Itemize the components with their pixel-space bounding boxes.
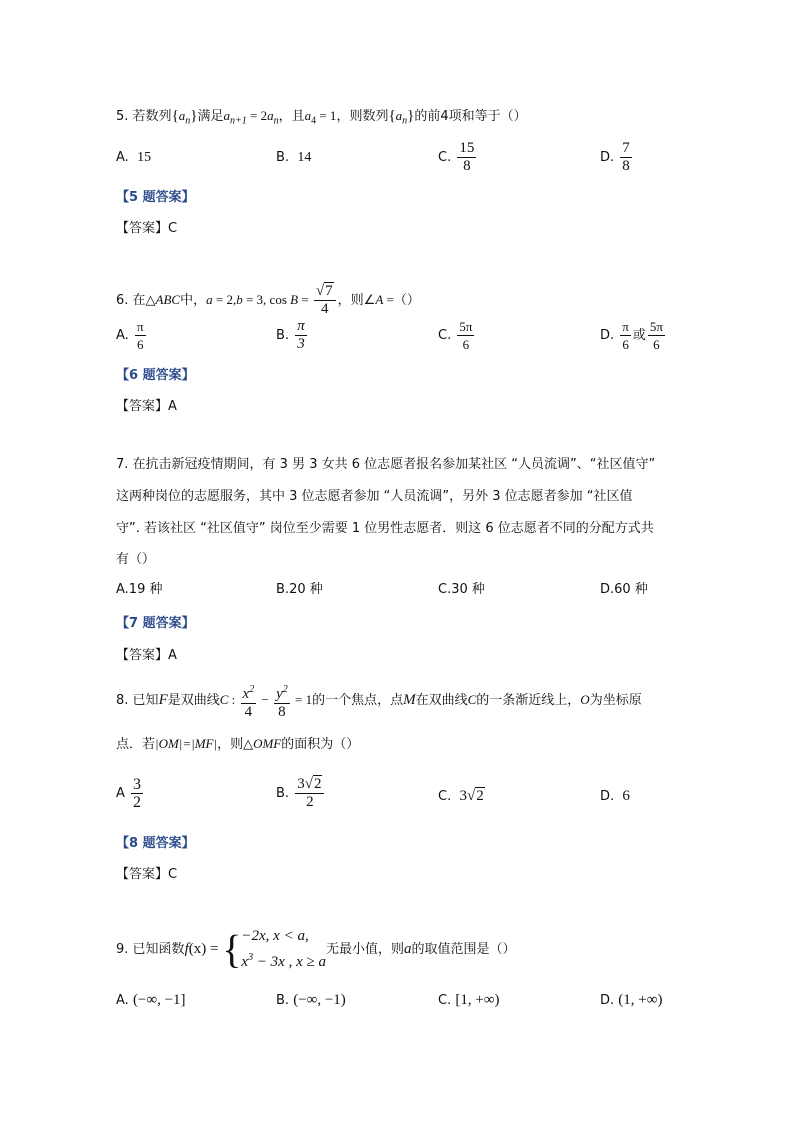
q7-option-c[interactable]: C.30 种 bbox=[438, 582, 485, 597]
question-6-stem: 6. 在△ABC中，a = 2,b = 3, cos B = $\frac{√7}{4}$ ，则∠A =（） bbox=[116, 283, 420, 317]
question-8-stem-line-1: 8. 已知F是双曲线C : $\frac{x^2}{4}$ − $\frac{y^2}{8}$ = 1的一个焦点，点M在双曲线C的一条渐近线上，O为坐标原 bbox=[116, 680, 642, 721]
q7-option-d[interactable]: D.60 种 bbox=[600, 582, 648, 597]
question-7-line-1: 7. 在抗击新冠疫情期间，有 3 男 3 女共 6 位志愿者报名参加某社区 “人员流调”、“社区值守” bbox=[116, 457, 656, 472]
q5-answer: 【答案】C bbox=[116, 221, 178, 236]
q5-option-b[interactable]: B. 14 bbox=[276, 150, 312, 165]
q5-option-c[interactable]: C. $\frac{15}{8}$ bbox=[438, 140, 475, 174]
question-8-stem-line-2: 点．若|OM|=|MF|，则△OMF的面积为（） bbox=[116, 736, 360, 752]
q9-option-b[interactable]: B. (−∞, −1) bbox=[276, 992, 346, 1008]
question-7-line-4: 有（） bbox=[116, 552, 156, 567]
q6-answer-tag: 【6 题答案】 bbox=[116, 368, 195, 383]
q8-answer: 【答案】C bbox=[116, 867, 178, 882]
q9-option-a[interactable]: A. (−∞, −1] bbox=[116, 992, 186, 1008]
q5-option-a[interactable]: A. 15 bbox=[116, 150, 152, 165]
question-7-line-2: 这两种岗位的志愿服务，其中 3 位志愿者参加 “人员流调”，另外 3 位志愿者参加 “社区值 bbox=[116, 489, 633, 504]
q6-option-c[interactable]: C. $\frac{5\pi}{6}$ bbox=[438, 319, 473, 352]
q7-option-a[interactable]: A.19 种 bbox=[116, 582, 163, 597]
q6-option-b[interactable]: B. $\frac{\pi}{3}$ bbox=[276, 318, 305, 352]
q7-option-b[interactable]: B.20 种 bbox=[276, 582, 323, 597]
question-5-stem: 5. 若数列$\{a_n\}$满足$a_{n+1} = 2a_n$，且$a_4 = 1$，则数列$\{a_n\}$的前4项和等于（） bbox=[116, 108, 527, 127]
q8-option-b[interactable]: B. $\frac{3√2}{2}$ bbox=[276, 776, 326, 811]
q5-answer-tag: 【5 题答案】 bbox=[116, 190, 195, 205]
q8-option-d[interactable]: D. 6 bbox=[600, 788, 630, 804]
question-9-stem: 9. 已知函数f(x) = { −2x, x < a, $x^3 - 3x$ , x ≥ a 无最小值，则a的取值范围是（） bbox=[116, 926, 516, 972]
q6-answer: 【答案】A bbox=[116, 399, 177, 414]
q8-answer-tag: 【8 题答案】 bbox=[116, 836, 195, 851]
q6-option-a[interactable]: A. $\frac{\pi}{6}$ bbox=[116, 319, 144, 352]
q7-answer: 【答案】A bbox=[116, 648, 177, 663]
question-7-line-3: 守”. 若该社区 “社区值守” 岗位至少需要 1 位男性志愿者．则这 6 位志愿者不同的分配方式共 bbox=[116, 521, 654, 536]
q7-answer-tag: 【7 题答案】 bbox=[116, 616, 195, 631]
q9-option-d[interactable]: D. (1, +∞) bbox=[600, 992, 663, 1008]
q8-option-a[interactable]: A $\frac{3}{2}$ bbox=[116, 776, 142, 811]
q5-option-d[interactable]: D. $\frac{7}{8}$ bbox=[600, 140, 630, 174]
q6-option-d[interactable]: D. $\frac{\pi}{6}$ 或 $\frac{5\pi}{6}$ bbox=[600, 319, 663, 352]
q9-option-c[interactable]: C. [1, +∞) bbox=[438, 992, 500, 1008]
q8-option-c[interactable]: C. 3√2 bbox=[438, 788, 484, 804]
